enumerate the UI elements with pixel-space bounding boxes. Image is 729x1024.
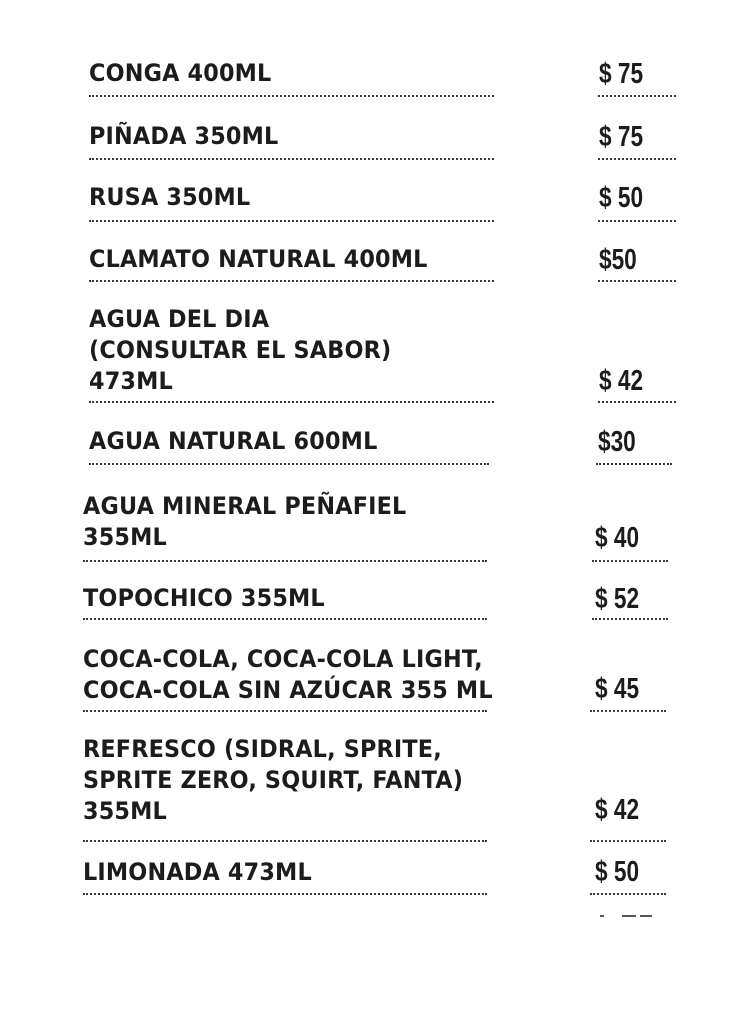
item-name: RUSA 350ML bbox=[89, 183, 251, 211]
item-name: LIMONADA 473ML bbox=[83, 858, 312, 886]
price-leader-line bbox=[598, 280, 676, 282]
item-name: CLAMATO NATURAL 400ML bbox=[89, 245, 428, 273]
item-price: $ 42 bbox=[599, 365, 644, 397]
name-leader-line bbox=[83, 560, 487, 562]
item-price: $ 75 bbox=[599, 58, 644, 90]
item-name: AGUA NATURAL 600ML bbox=[89, 427, 378, 455]
name-leader-line bbox=[83, 710, 487, 712]
item-price: $ 40 bbox=[595, 522, 640, 554]
price-leader-line bbox=[590, 893, 666, 895]
name-leader-line bbox=[83, 893, 487, 895]
item-name: REFRESCO (SIDRAL, SPRITE, SPRITE ZERO, SQUIRT, FANTA) 355ML bbox=[83, 735, 464, 825]
name-leader-line bbox=[89, 220, 494, 222]
item-price: $ 50 bbox=[595, 856, 640, 888]
item-price: $ 75 bbox=[599, 121, 644, 153]
name-leader-line bbox=[83, 618, 487, 620]
item-price: $30 bbox=[598, 426, 636, 458]
name-leader-line bbox=[83, 840, 487, 842]
item-name: AGUA DEL DIA (CONSULTAR EL SABOR) 473ML bbox=[89, 305, 392, 395]
price-leader-line bbox=[596, 463, 672, 465]
price-leader-line bbox=[598, 401, 676, 403]
price-leader-line bbox=[592, 560, 668, 562]
price-leader-line bbox=[590, 710, 666, 712]
price-leader-line bbox=[592, 618, 668, 620]
item-name: AGUA MINERAL PEÑAFIEL 355ML bbox=[83, 492, 407, 551]
name-leader-line bbox=[89, 158, 494, 160]
price-leader-line bbox=[598, 158, 676, 160]
item-name: COCA-COLA, COCA-COLA LIGHT, COCA-COLA SIN AZÚCAR 355 ML bbox=[83, 645, 493, 704]
item-price: $ 50 bbox=[599, 182, 644, 214]
item-price: $ 52 bbox=[595, 583, 640, 615]
name-leader-line bbox=[89, 95, 494, 97]
item-name: CONGA 400ML bbox=[89, 59, 272, 87]
name-leader-line bbox=[89, 401, 494, 403]
price-leader-line bbox=[598, 95, 676, 97]
item-price: $ 45 bbox=[595, 673, 640, 705]
name-leader-line bbox=[89, 463, 489, 465]
item-name: PIÑADA 350ML bbox=[89, 122, 279, 150]
cropped-next-item-fragment bbox=[600, 913, 656, 919]
item-name: TOPOCHICO 355ML bbox=[83, 584, 325, 612]
item-price: $ 42 bbox=[595, 794, 640, 826]
name-leader-line bbox=[89, 280, 494, 282]
price-leader-line bbox=[590, 840, 666, 842]
price-leader-line bbox=[598, 220, 676, 222]
item-price: $50 bbox=[599, 244, 637, 276]
